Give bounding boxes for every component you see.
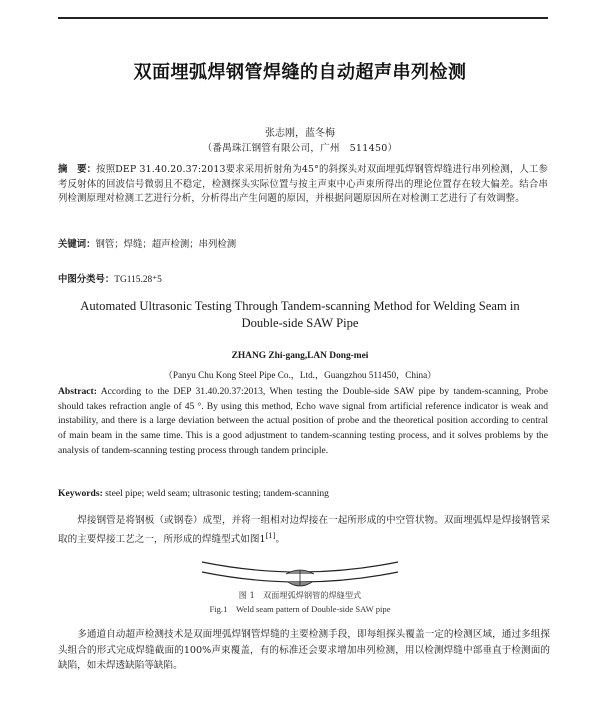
abstract-en-label: Abstract:: [58, 386, 97, 397]
keywords-en-label: Keywords:: [58, 488, 103, 499]
keywords-cn-label: 关键词：: [58, 239, 96, 250]
classification-number: [58, 271, 548, 285]
affiliation-cn: （番禺珠江钢管有限公司，广州 511450）: [202, 143, 398, 154]
title-cn: 双面埋弧焊钢管焊缝的自动超声串列检测: [133, 62, 467, 83]
body-paragraph-1-end: 。: [275, 533, 286, 545]
abstract-en: [58, 385, 548, 459]
keywords-en: [58, 488, 548, 499]
abstract-cn-text: 按照DEP 31.40.20.37:2013要求采用折射角为45°的斜探头对双面埋弧焊钢管焊缝进行串列检测，人工参考反射体的回波信号微弱且不稳定，检测探头实际位置与按主声束中心声束所得出的理论位置存在较大偏差。结合串列检测原理对检测工艺进行分析，分析得出产生问题的原因，并根据问题原因所在对检测工艺进行了有效调整。: [58, 164, 548, 205]
keywords-cn-text: 钢管；焊缝；超声检测；串列检测: [95, 239, 237, 250]
citation-ref-1: [1]: [265, 531, 276, 540]
abstract-en-text: According to the DEP 31.40.20.37:2013, When testing the Double-side SAW pipe by tandem-scanning, Probe should takes refraction angle of 45 °. By using this method, Echo wave signal from artificial reference indicator is weak and instability, and there is a large deviation between the actual position of probe and the theoretical position according to central of main beam in the same time. This is a good adjustment to tandem-scanning testing process, and it solves problems by the analysis of tandem-scanning testing process through tandem principle.: [58, 386, 548, 456]
affiliation-en: （Panyu Chu Kong Steel Pipe Co.，Ltd.，Guangzhou 511450，China）: [163, 370, 437, 380]
body-paragraph-1-text: 焊接钢管是将钢板（或钢卷）成型，并将一组相对边焊接在一起所形成的中空管状物。双面埋弧焊是焊接钢管采取的主要焊接工艺之一，所形成的焊缝型式如图1: [58, 515, 550, 545]
top-rule: [58, 17, 548, 19]
figure-caption-en: Fig.1 Weld seam pattern of Double-side SAW pipe: [209, 604, 391, 614]
authors-cn: 张志刚，蓝冬梅: [265, 128, 335, 139]
figure-caption-cn: 图 1 双面埋弧焊钢管的焊缝型式: [238, 590, 362, 600]
title-en: Automated Ultrasonic Testing Through Tandem-scanning Method for Welding Seam in Double-side SAW Pipe: [80, 299, 520, 330]
keywords-cn: [58, 236, 548, 250]
keywords-en-text: steel pipe; weld seam; ultrasonic testing; tandem-scanning: [105, 488, 329, 499]
clc-label: 中图分类号：: [58, 274, 115, 285]
body-paragraph-2: 多通道自动超声检测技术是双面埋弧焊钢管焊缝的主要检测手段，即每组探头覆盖一定的检测区域，通过多组探头组合的形式完成焊缝截面的100%声束覆盖，有的标准还会要求增加串列检测，用以检测焊缝中部垂直于检测面的缺陷，如未焊透缺陷等缺陷。: [58, 629, 550, 671]
clc-value: TG115.28⁺5: [114, 275, 162, 285]
authors-en: ZHANG Zhi-gang,LAN Dong-mei: [231, 351, 369, 361]
abstract-cn-label: 摘 要：: [58, 164, 97, 175]
body-paragraph-1: [58, 513, 550, 547]
abstract-cn: [58, 163, 548, 207]
